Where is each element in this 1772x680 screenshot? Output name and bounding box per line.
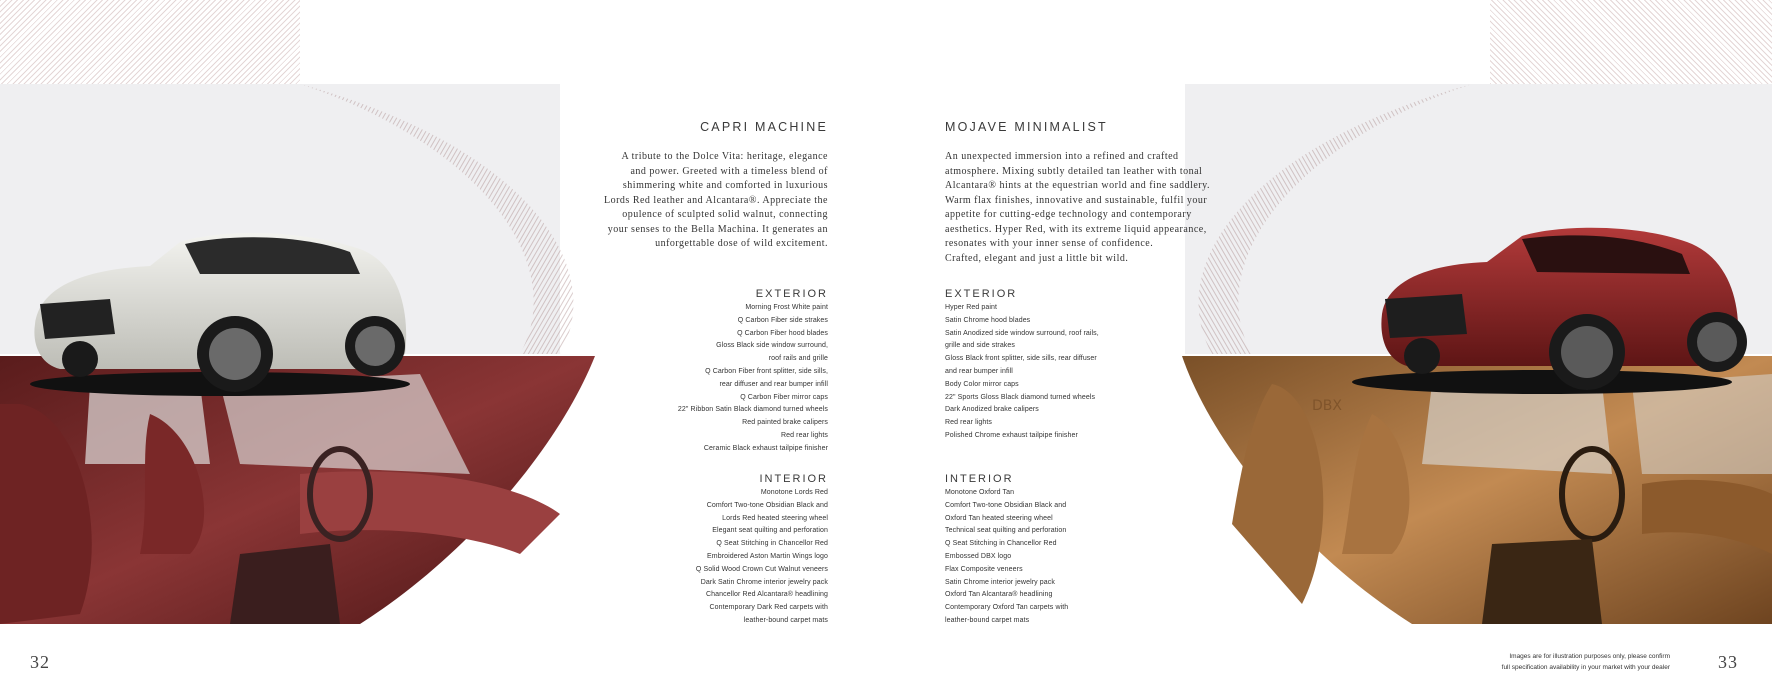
intro-line: opulence of sculpted solid walnut, connecting [622,209,828,220]
spec-item: Chancellor Red Alcantara® headlining [706,591,828,599]
spec-item: Satin Chrome interior jewelry pack [945,578,1055,586]
spec-item: Embossed DBX logo [945,552,1012,560]
spec-item: Red rear lights [780,431,828,439]
spec-item: Ceramic Black exhaust tailpipe finisher [703,444,828,452]
spec-item: Embroidered Aston Martin Wings logo [707,552,828,560]
spec-item: leather-bound carpet mats [945,616,1030,624]
right-exterior-list [945,302,1185,443]
spec-item: Red painted brake calipers [742,419,828,427]
disclaimer-line: Images are for illustration purposes only, please confirm [1509,653,1670,660]
intro-line: shimmering white and comforted in luxurious [622,180,828,191]
spec-item: and rear bumper infill [945,367,1013,375]
spec-item: Q Solid Wood Crown Cut Walnut veneers [695,565,828,573]
spec-item: Q Seat Stitching in Chancellor Red [945,540,1057,548]
spec-item: Hyper Red paint [945,304,998,311]
right-hatch-decor [1490,0,1772,84]
intro-line: Alcantara® hints at the equestrian world and fine saddlery. [945,180,1210,191]
left-interior-title: INTERIOR [759,473,828,485]
spec-item: Elegant seat quilting and perforation [712,527,828,535]
intro-line: and power. Greeted with a timeless blend of [630,165,828,177]
right-intro [945,150,1245,266]
spec-item: Satin Chrome hood blades [945,316,1031,324]
spec-item: Q Carbon Fiber side strakes [737,316,828,324]
spec-item: Oxford Tan Alcantara® headlining [945,591,1053,599]
spec-item: Q Carbon Fiber hood blades [737,329,828,337]
left-title: CAPRI MACHINE [700,120,828,134]
spec-item: Morning Frost White paint [745,304,828,311]
spec-item: 22" Ribbon Satin Black diamond turned wheels [677,406,828,414]
disclaimer [1370,651,1670,673]
spec-item: Flax Composite veneers [945,565,1023,573]
intro-line: unforgettable dose of wild excitement. [655,238,828,249]
spec-item: rear diffuser and rear bumper infill [719,380,828,388]
right-interior-title: INTERIOR [945,473,1014,485]
intro-line: An unexpected immersion into a refined and crafted [945,151,1179,162]
disclaimer-line: full specification availability in your market with your dealer [1501,664,1670,671]
spec-item: Dark Satin Chrome interior jewelry pack [700,578,828,586]
right-title: MOJAVE MINIMALIST [945,120,1108,134]
spec-item: Polished Chrome exhaust tailpipe finisher [945,431,1078,439]
left-intro [560,150,828,252]
left-artwork [0,84,600,624]
spec-item: Contemporary Oxford Tan carpets with [945,604,1069,612]
left-exterior-title: EXTERIOR [755,288,828,300]
left-page-number: 32 [30,652,50,672]
spec-item: Contemporary Dark Red carpets with [709,604,828,612]
spec-item: Comfort Two-tone Obsidian Black and [706,501,828,509]
intro-line: Crafted, elegant and just a little bit wild. [945,252,1129,264]
intro-line: resonates with your inner sense of confidence. [945,238,1154,249]
intro-line: your senses to the Bella Machina. It generates an [607,223,828,235]
left-hatch-decor [0,0,300,84]
spec-item: Monotone Lords Red [760,489,828,496]
right-artwork [1172,84,1772,624]
spec-item: Gloss Black front splitter, side sills, rear diffuser [945,355,1097,363]
spec-item: Q Seat Stitching in Chancellor Red [716,540,828,548]
spec-item: Technical seat quilting and perforation [945,527,1067,535]
spec-item: Red rear lights [945,419,993,427]
intro-line: aesthetics. Hyper Red, with its extreme liquid appearance, [945,223,1207,235]
left-interior-list [600,487,828,628]
spec-item: Q Carbon Fiber front splitter, side sills, [705,367,828,375]
spec-item: Body Color mirror caps [945,380,1019,388]
left-exterior-list [600,302,828,456]
spec-item: 22" Sports Gloss Black diamond turned wheels [945,393,1096,401]
spec-item: Dark Anodized brake calipers [945,406,1039,414]
spec-item: Lords Red heated steering wheel [722,514,828,522]
spec-item: Gloss Black side window surround, [716,342,828,350]
intro-line: Lords Red leather and Alcantara®. Appreciate the [603,194,828,206]
spec-item: Comfort Two-tone Obsidian Black and [945,501,1067,509]
intro-line: appetite for cutting-edge technology and contemporary [945,209,1192,220]
intro-line: atmosphere. Mixing subtly detailed tan leather with tonal [945,165,1203,177]
spec-item: grille and side strakes [945,342,1015,350]
spec-item: Q Carbon Fiber mirror caps [740,393,828,401]
right-interior-list [945,487,1185,628]
spec-item: Oxford Tan heated steering wheel [945,514,1053,522]
right-exterior-title: EXTERIOR [945,288,1018,300]
interior-dbx-emboss: DBX [1312,398,1342,414]
spec-item: Satin Anodized side window surround, roof rails, [945,329,1099,337]
right-page-number: 33 [1718,652,1738,672]
intro-line: A tribute to the Dolce Vita: heritage, elegance [621,151,828,162]
intro-line: Warm flax finishes, innovative and sustainable, fulfil your [945,194,1208,206]
spec-item: Monotone Oxford Tan [945,489,1015,496]
spec-item: roof rails and grille [768,355,828,363]
spec-item: leather-bound carpet mats [743,616,828,624]
